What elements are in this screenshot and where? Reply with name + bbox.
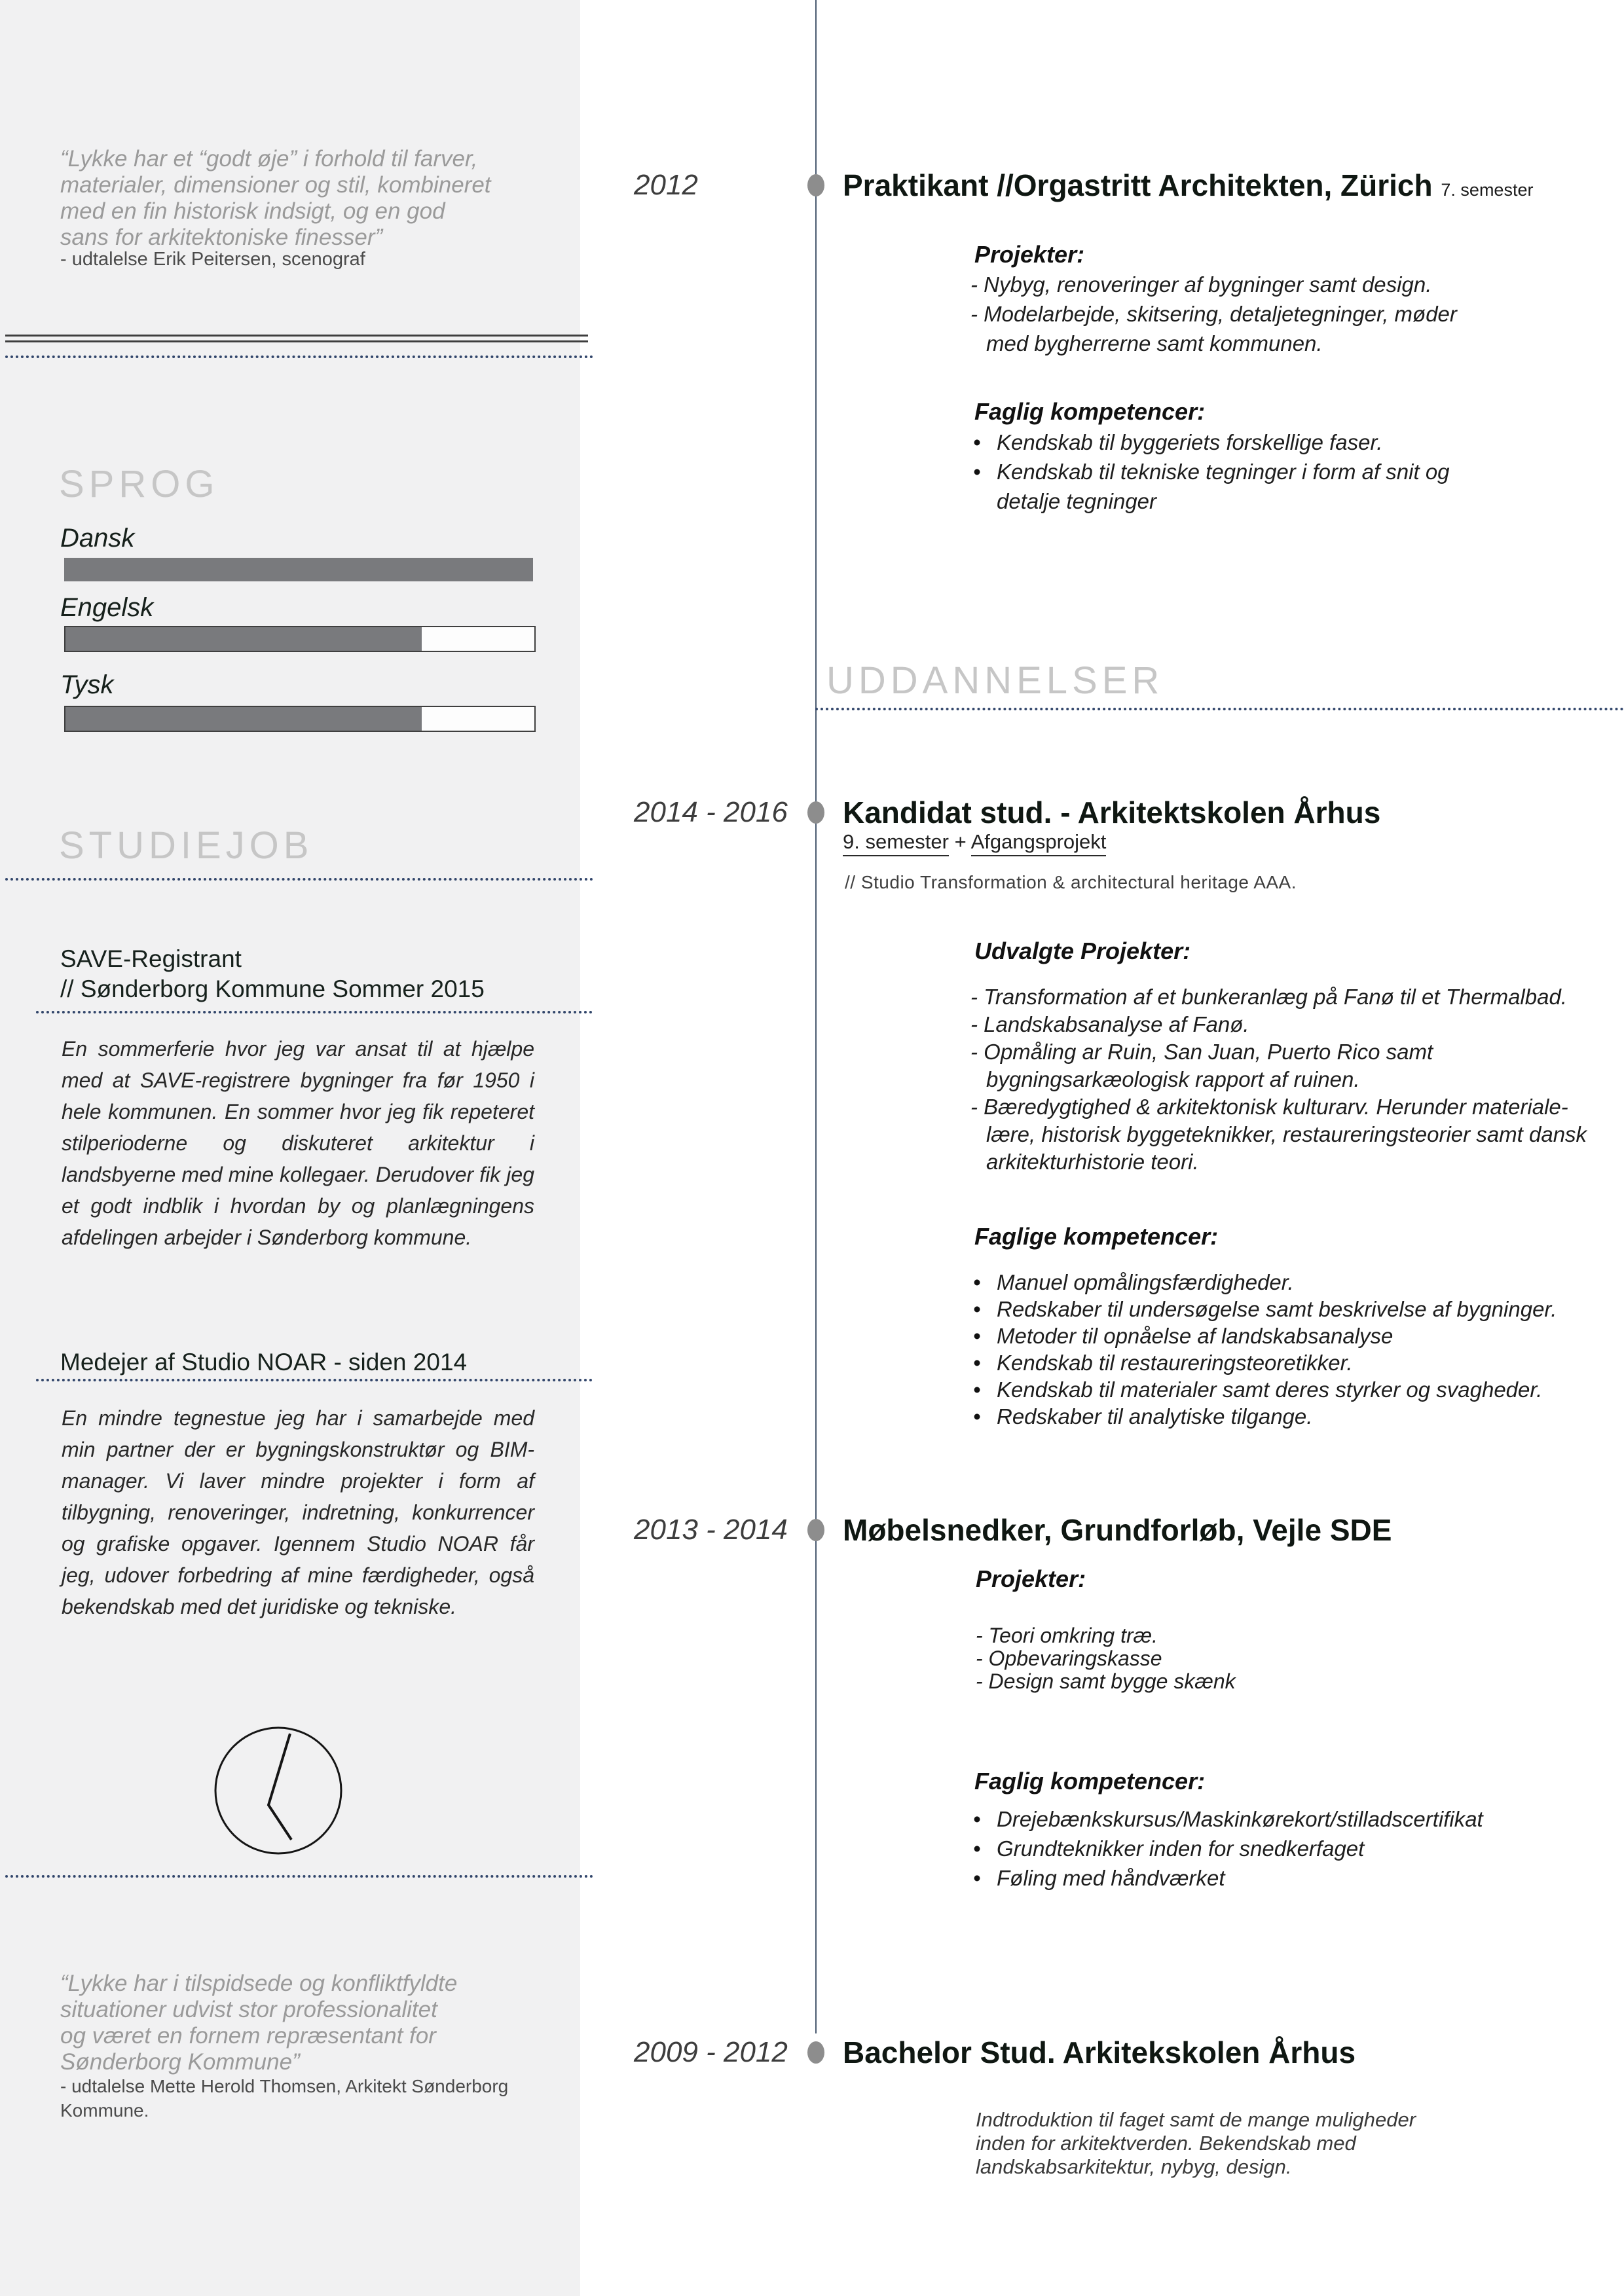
entry-body-line: landskabsarkitektur, nybyg, design. — [976, 2155, 1292, 2178]
skill-item: • Kendskab til tekniske tegninger i form af snit og — [973, 457, 1450, 486]
timeline-dot — [807, 2041, 824, 2064]
project-item-continuation: lære, historisk byggeteknikker, restaureringsteorier samt dansk — [986, 1122, 1587, 1146]
dotted-divider — [5, 878, 593, 881]
quote-top — [60, 146, 491, 251]
studiejob-noar-body: En mindre tegnestue jeg har i samarbejde med min partner der er bygningskonstruktør og BIM-manager. Vi laver mindre projekter i form af tilbygning, renoveringer, indretning, konkurrencer og grafiske opgaver. Igennem Studio NOAR får jeg, udover forbedring af mine færdigheder, også bekendskab med det juridiske og tekniske. — [62, 1406, 534, 1618]
skills-list — [973, 1804, 1483, 1893]
dotted-underline — [36, 1011, 593, 1013]
clock-icon — [213, 1725, 344, 1856]
entry-period: 2013 - 2014 — [634, 1514, 788, 1546]
quote-line: situationer udvist stor professionalitet — [60, 1997, 437, 2022]
entry-sublinks — [843, 830, 1106, 854]
education-heading: UDDANNELSER — [826, 659, 1164, 702]
language-bar-fill — [65, 707, 422, 731]
timeline-dot — [807, 1519, 824, 1541]
timeline-line — [815, 0, 817, 2033]
entry-title — [843, 168, 1533, 208]
studiejob-save-title — [60, 944, 485, 1004]
skill-item: • Redskaber til undersøgelse samt beskrivelse af bygninger. — [973, 1296, 1557, 1322]
studiejob-save-body: En sommerferie hvor jeg var ansat til at hjælpe med at SAVE-registrere bygninger fra før 1950 i hele kommunen. En sommer hvor jeg fik repeteret stilperioderne og diskuteret arkitektur i landsbyerne med mine kollegaer. Derudover fik jeg et godt indblik i hvordan by og planlægningens afdelingen arbejder i Sønderborg kommune. — [62, 1037, 534, 1249]
skills-list — [973, 428, 1450, 516]
sidebar — [0, 0, 580, 2296]
skill-item: • Grundteknikker inden for snedkerfaget — [973, 1834, 1483, 1863]
skills-subheading: Faglig kompetencer: — [974, 398, 1206, 425]
double-divider — [5, 335, 588, 342]
project-item: - Landskabsanalyse af Fanø. — [970, 1012, 1249, 1036]
quote-top-attribution: - udtalelse Erik Peitersen, scenograf — [60, 249, 365, 270]
language-label-engelsk: Engelsk — [60, 593, 154, 622]
projects-subheading: Projekter: — [974, 241, 1085, 268]
entry-title: Bachelor Stud. Arkitekskolen Århus — [843, 2035, 1356, 2069]
project-item-continuation: bygningsarkæologisk rapport af ruinen. — [986, 1067, 1360, 1091]
skill-item: • Kendskab til materialer samt deres styrker og svagheder. — [973, 1376, 1557, 1403]
entry-body-line: Indtroduktion til faget samt de mange muligheder — [976, 2108, 1416, 2131]
projects-list — [976, 1624, 1236, 1693]
language-label-dansk: Dansk — [60, 524, 135, 553]
attribution-line: - udtalelse Mette Herold Thomsen, Arkitekt Sønderborg — [60, 2076, 509, 2096]
project-item: - Teori omkring træ. — [976, 1624, 1158, 1647]
language-bar-engelsk — [64, 626, 536, 652]
studiejob-heading: STUDIEJOB — [59, 824, 314, 867]
timeline-dot — [807, 801, 824, 824]
project-item: - Modelarbejde, skitsering, detaljetegninger, møder — [970, 302, 1457, 326]
languages-heading: SPROG — [59, 463, 219, 505]
dotted-underline — [36, 1379, 593, 1381]
afgangsprojekt-link[interactable]: Afgangsprojekt — [971, 830, 1107, 856]
project-item: - Bæredygtighed & arkitektonisk kulturarv. Herunder materiale- — [970, 1095, 1568, 1119]
skill-item: • Metoder til opnåelse af landskabsanalyse — [973, 1322, 1557, 1349]
projects-list — [970, 270, 1457, 358]
skill-item: • Føling med håndværket — [973, 1863, 1483, 1893]
entry-period: 2009 - 2012 — [634, 2036, 788, 2068]
studiejob-save-title-line: // Sønderborg Kommune Sommer 2015 — [60, 975, 485, 1002]
entry-body-line: inden for arkitektverden. Bekendskab med — [976, 2132, 1356, 2155]
entry-period: 2014 - 2016 — [634, 796, 788, 828]
entry-period: 2012 — [634, 169, 698, 201]
quote-line: Sønderborg Kommune” — [60, 2049, 300, 2075]
quote-bottom-attribution — [60, 2074, 508, 2123]
entry-title-text: Praktikant //Orgastritt Architekten, Zürich — [843, 168, 1433, 202]
language-bar-fill — [65, 627, 422, 651]
projects-list — [970, 983, 1587, 1176]
project-item: - Transformation af et bunkeranlæg på Fanø til et Thermalbad. — [970, 985, 1567, 1009]
entry-title: Kandidat stud. - Arkitektskolen Århus — [843, 795, 1381, 829]
attribution-line: Kommune. — [60, 2100, 149, 2121]
skills-subheading: Faglig kompetencer: — [974, 1768, 1206, 1795]
entry-title: Møbelsnedker, Grundforløb, Vejle SDE — [843, 1513, 1392, 1547]
skills-subheading: Faglige kompetencer: — [974, 1223, 1219, 1250]
skill-item-continuation: detalje tegninger — [997, 489, 1157, 513]
skill-item: • Drejebænkskursus/Maskinkørekort/stilladscertifikat — [973, 1804, 1483, 1834]
project-item: - Opbevaringskasse — [976, 1647, 1162, 1670]
quote-line: med en fin historisk indsigt, og en god — [60, 198, 445, 224]
dotted-divider — [5, 1875, 593, 1878]
project-item: - Nybyg, renoveringer af bygninger samt design. — [970, 272, 1432, 297]
project-item: - Design samt bygge skænk — [976, 1669, 1236, 1693]
language-bar-fill — [64, 558, 533, 581]
quote-line: og været en fornem repræsentant for — [60, 2023, 436, 2049]
projects-subheading: Projekter: — [976, 1565, 1086, 1592]
studiejob-save-title-line: SAVE-Registrant — [60, 945, 242, 972]
semester-link[interactable]: 9. semester — [843, 830, 949, 856]
project-item-continuation: arkitekturhistorie teori. — [986, 1150, 1199, 1174]
language-bar-dansk — [64, 558, 533, 581]
skill-item: • Kendskab til restaureringsteoretikker. — [973, 1349, 1557, 1376]
skill-item: • Kendskab til byggeriets forskellige faser. — [973, 428, 1450, 457]
language-bar-tysk — [64, 706, 536, 732]
quote-bottom — [60, 1971, 457, 2075]
project-item: - Opmåling ar Ruin, San Juan, Puerto Rico samt — [970, 1040, 1433, 1064]
quote-line: materialer, dimensioner og stil, kombineret — [60, 172, 491, 198]
entry-studio-note: // Studio Transformation & architectural heritage AAA. — [845, 872, 1297, 892]
entry-body — [976, 2108, 1416, 2179]
language-label-tysk: Tysk — [60, 670, 114, 699]
dotted-divider — [5, 355, 593, 358]
skill-item: • Manuel opmålingsfærdigheder. — [973, 1269, 1557, 1296]
skill-item: • Redskaber til analytiske tilgange. — [973, 1403, 1557, 1430]
dotted-divider — [815, 708, 1624, 710]
quote-line: “Lykke har et “godt øje” i forhold til farver, — [60, 146, 478, 172]
link-separator: + — [954, 830, 967, 853]
studiejob-noar-title: Medejer af Studio NOAR - siden 2014 — [60, 1349, 468, 1376]
project-item-continuation: med bygherrerne samt kommunen. — [986, 331, 1323, 355]
skills-list — [973, 1269, 1557, 1430]
timeline-dot — [807, 174, 824, 196]
quote-line: “Lykke har i tilspidsede og konfliktfyldte — [60, 1971, 458, 1996]
entry-title-suffix: 7. semester — [1441, 180, 1534, 200]
quote-line: sans for arkitektoniske finesser” — [60, 225, 383, 250]
projects-subheading: Udvalgte Projekter: — [974, 938, 1191, 964]
